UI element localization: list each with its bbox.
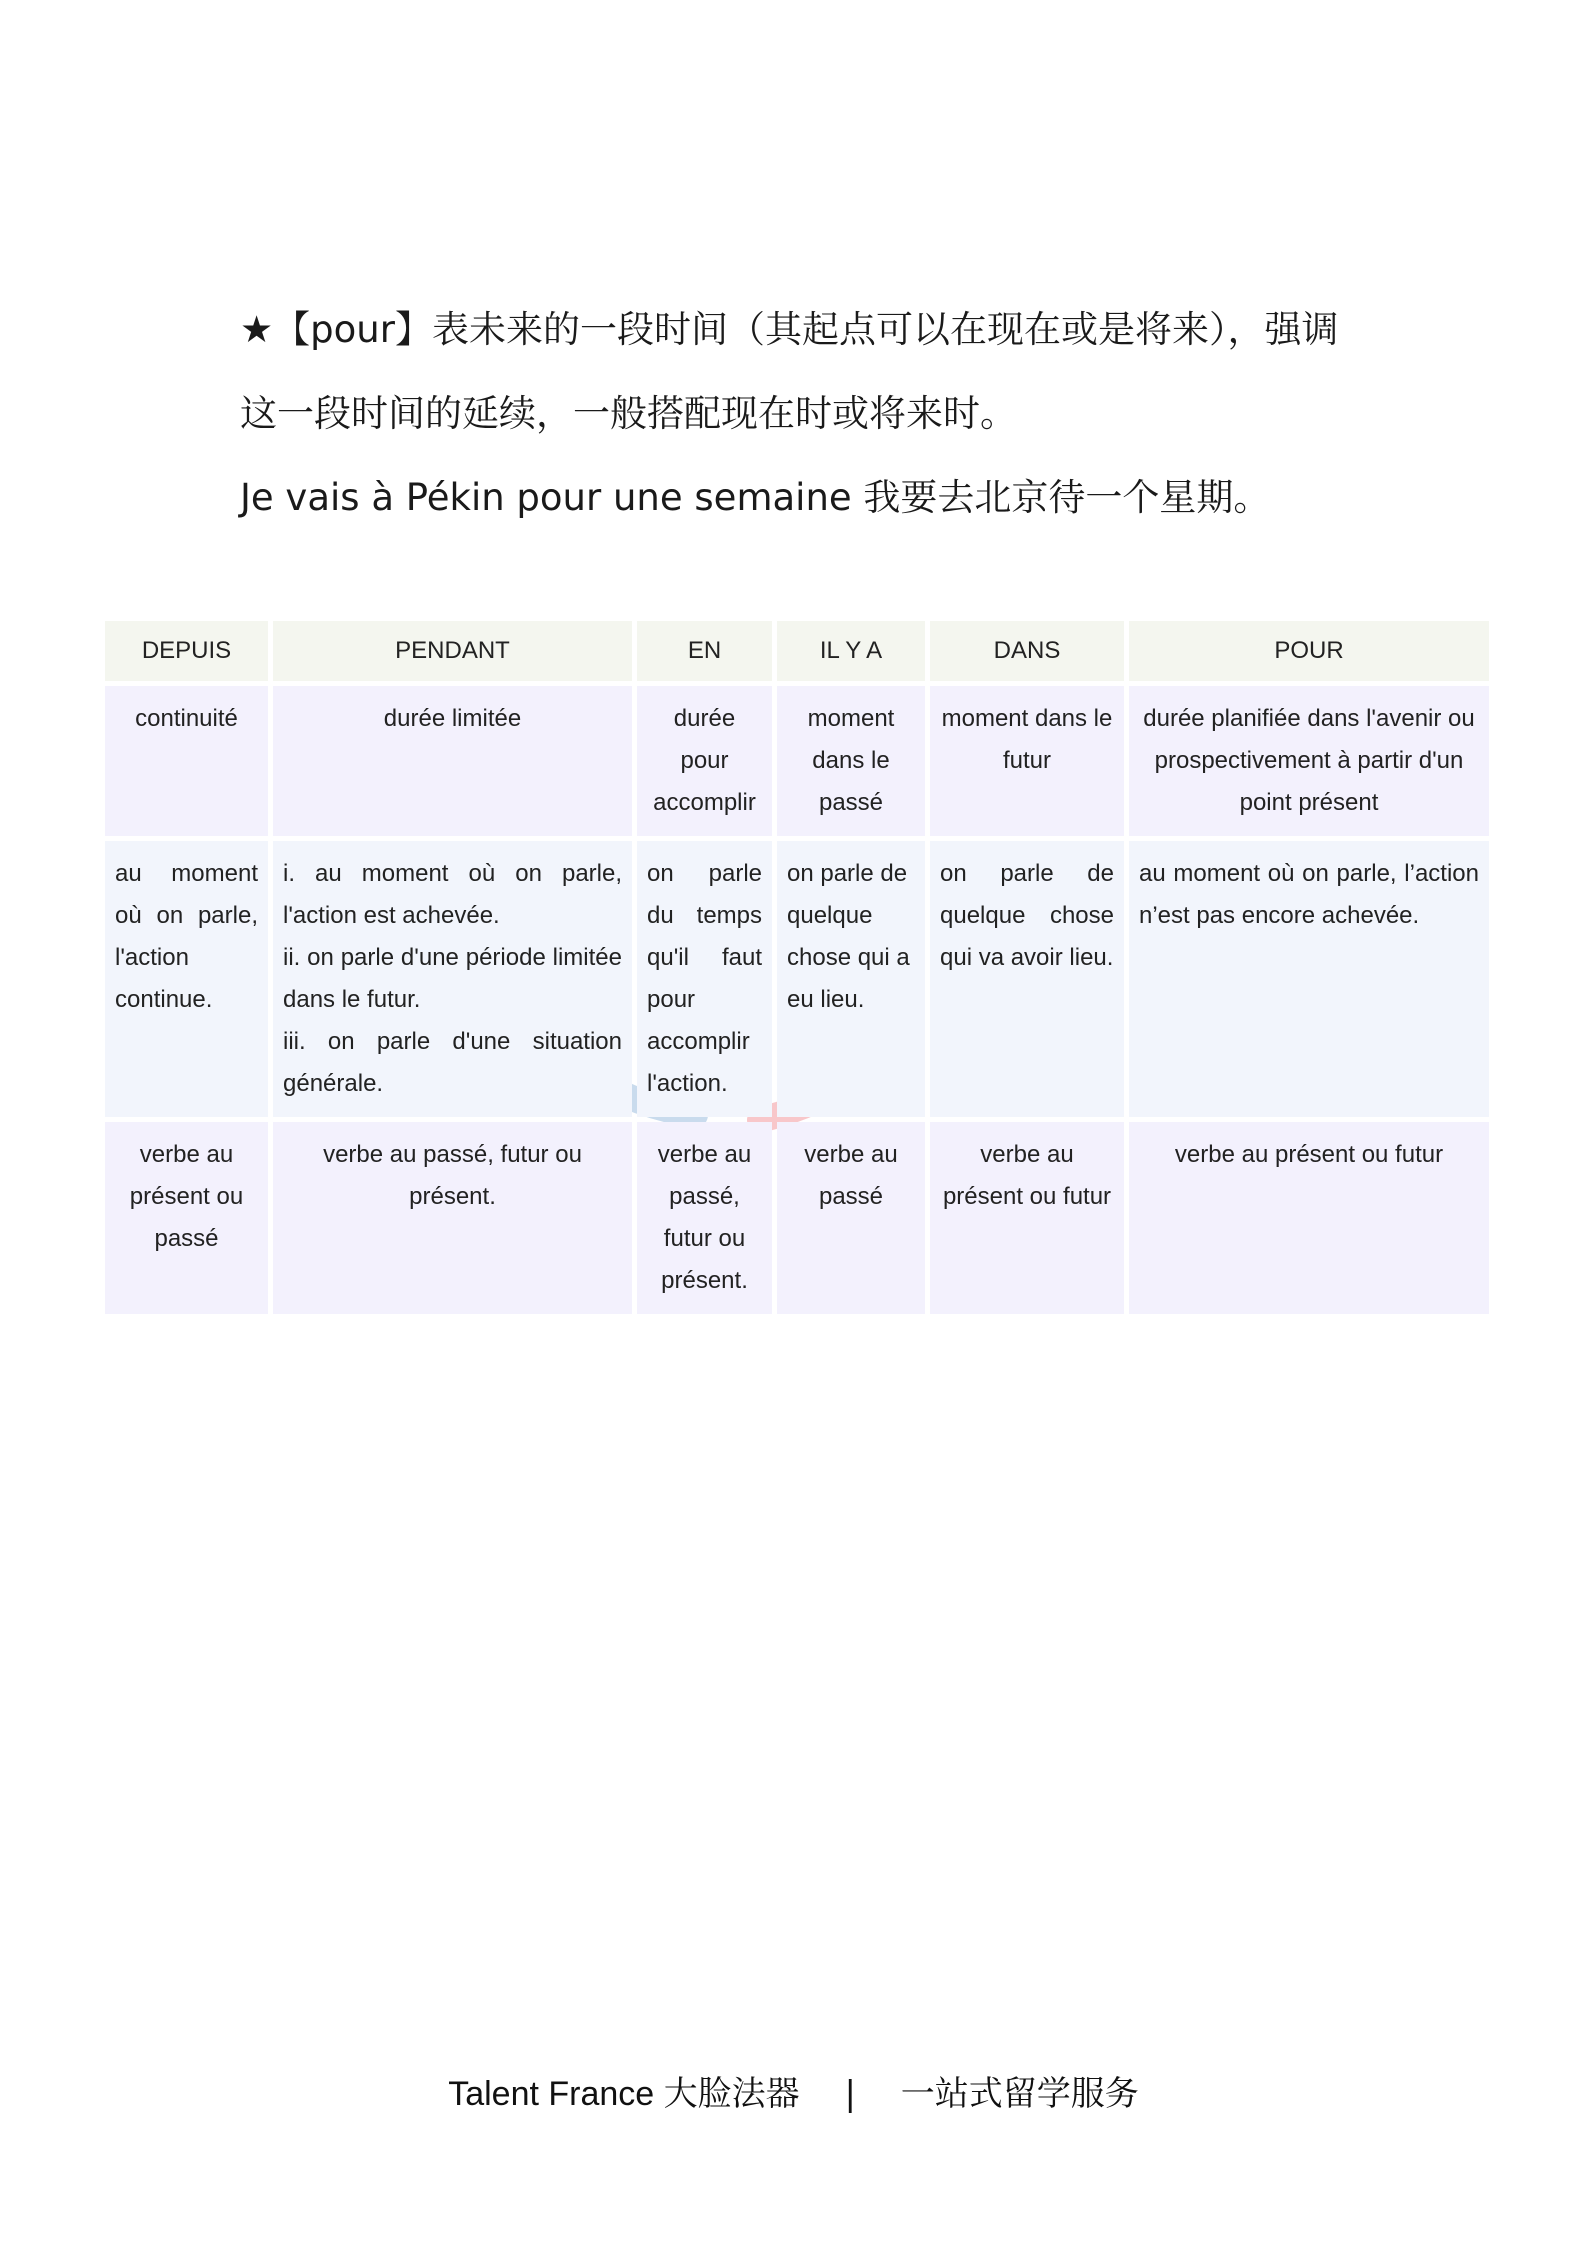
page-footer	[0, 2066, 1587, 2115]
usage-dans: moment dans le futur	[930, 686, 1124, 836]
tense-il-y-a: verbe au passé	[777, 1122, 925, 1314]
tense-pendant: verbe au passé, futur ou présent.	[273, 1122, 632, 1314]
explain-pendant-item: ii. on parle d'une période limitée dans le futur.	[283, 944, 622, 1013]
usage-il-y-a: moment dans le passé	[777, 686, 925, 836]
usage-depuis: continuité	[105, 686, 268, 836]
usage-pendant: durée limitée	[273, 686, 632, 836]
header-pendant: PENDANT	[273, 621, 632, 681]
header-depuis: DEPUIS	[105, 621, 268, 681]
usage-en: durée pour accomplir	[637, 686, 772, 836]
header-pour: POUR	[1129, 621, 1489, 681]
footer-separator: |	[844, 2074, 856, 2114]
header-en: EN	[637, 621, 772, 681]
intro-line-1: ★【pour】表未来的一段时间（其起点可以在现在或是将来），强调	[240, 308, 1339, 351]
explanation-row	[105, 841, 1489, 1117]
explain-pendant	[273, 841, 632, 1117]
tense-depuis: verbe au présent ou passé	[105, 1122, 268, 1314]
preposition-comparison-table	[100, 616, 1494, 1319]
explain-il-y-a: on parle de quelque chose qui a eu lieu.	[777, 841, 925, 1117]
explain-en: on parle du temps qu'il faut pour accomplir l'action.	[637, 841, 772, 1117]
tense-dans: verbe au présent ou futur	[930, 1122, 1124, 1314]
explain-pour: au moment où on parle, l’action n’est pas encore achevée.	[1129, 841, 1489, 1117]
table-header-row	[105, 621, 1489, 681]
usage-row	[105, 686, 1489, 836]
intro-text	[240, 288, 1380, 540]
explain-dans: on parle de quelque chose qui va avoir lieu.	[930, 841, 1124, 1117]
tense-pour: verbe au présent ou futur	[1129, 1122, 1489, 1314]
footer-brand: Talent France 大脸法器	[448, 2075, 800, 2113]
header-il-y-a: IL Y A	[777, 621, 925, 681]
intro-line-3: Je vais à Pékin pour une semaine 我要去北京待一个星期。	[240, 476, 1271, 519]
tense-en: verbe au passé, futur ou présent.	[637, 1122, 772, 1314]
explain-pendant-item: iii. on parle d'une situation générale.	[283, 1028, 622, 1097]
tense-row	[105, 1122, 1489, 1314]
header-dans: DANS	[930, 621, 1124, 681]
footer-slogan: 一站式留学服务	[900, 2074, 1139, 2114]
explain-depuis: au moment où on parle, l'action continue.	[105, 841, 268, 1117]
usage-pour: durée planifiée dans l'avenir ou prospectivement à partir d'un point présent	[1129, 686, 1489, 836]
intro-line-2: 这一段时间的延续，一般搭配现在时或将来时。	[240, 392, 1017, 435]
explain-pendant-item: i. au moment où on parle, l'action est achevée.	[283, 860, 622, 929]
